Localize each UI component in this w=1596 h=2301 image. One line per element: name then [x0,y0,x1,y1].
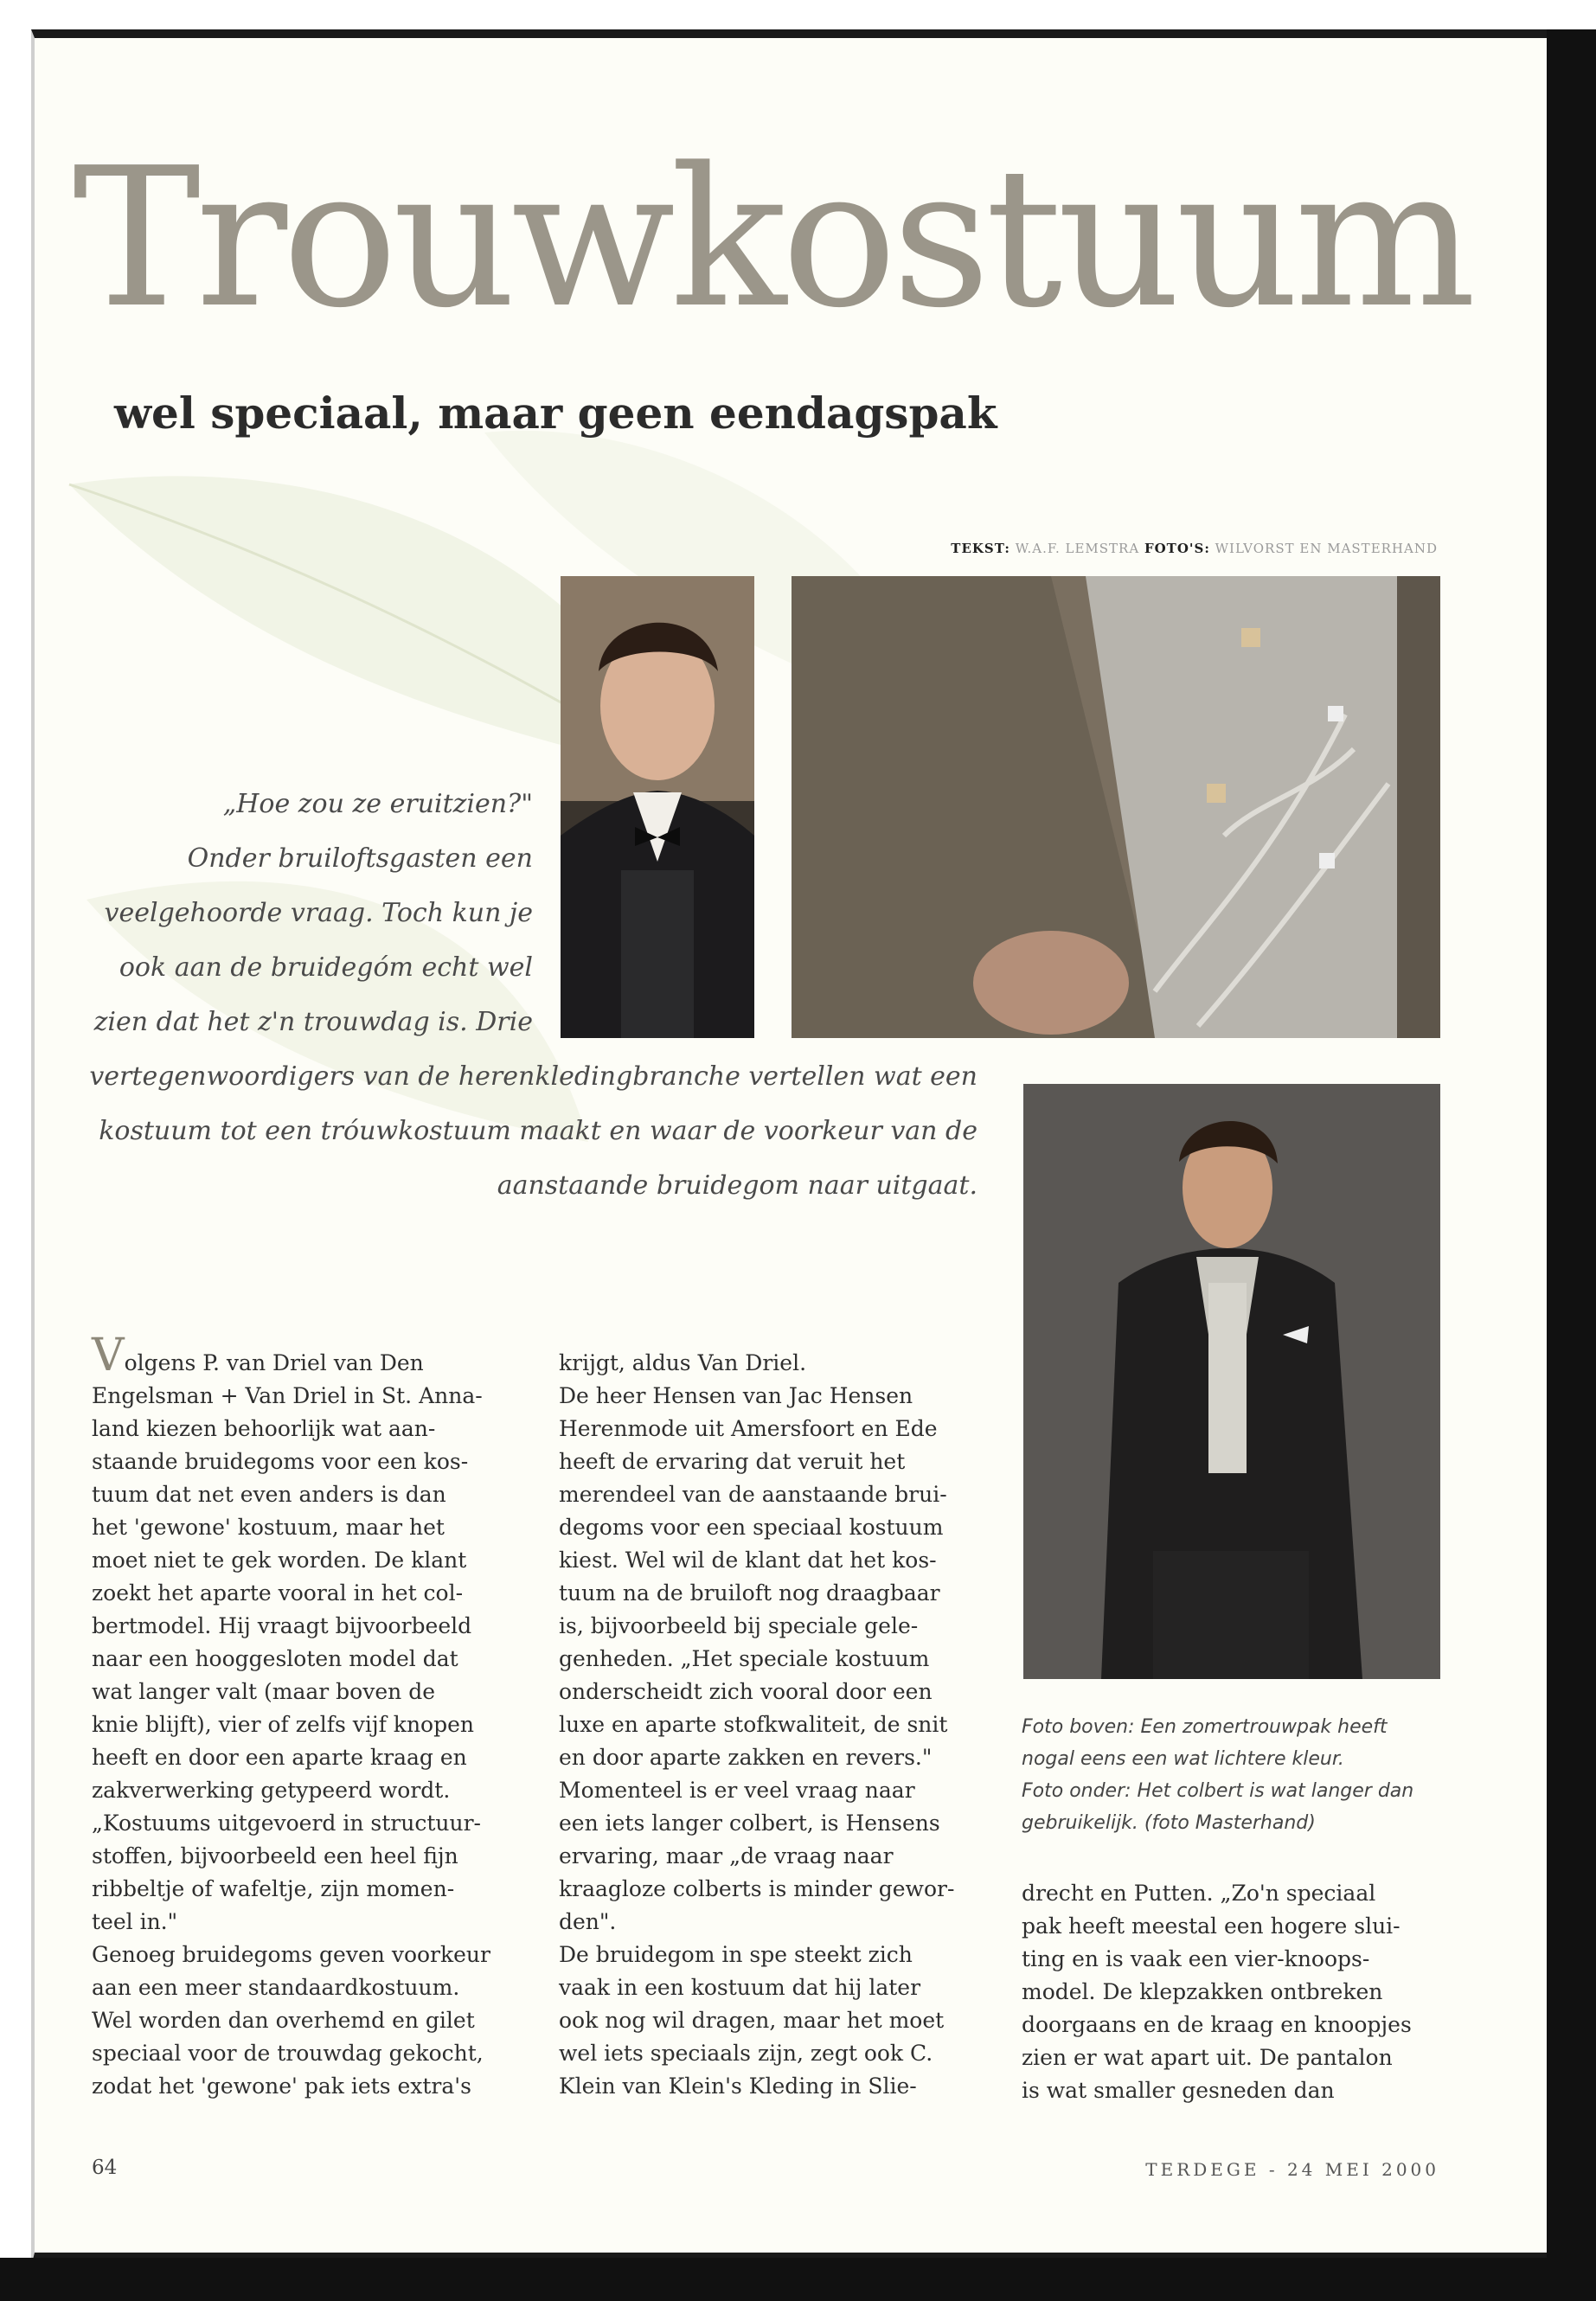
intro-standfirst [87,777,977,1213]
body-line: is, bijvoorbeeld bij speciale gele- [559,1613,919,1638]
photo-groom-long-jacket [1023,1084,1440,1679]
body-column-1 [92,1330,524,2103]
intro-line: ook aan de bruidegóm echt wel [119,952,533,983]
subheadline: wel speciaal, maar geen eendagspak [114,388,997,439]
body-line: moet niet te gek worden. De klant [92,1548,467,1573]
photo-caption [1022,1711,1445,1839]
body-line: zakverwerking getypeerd wordt. [92,1778,451,1803]
headline: Trouwkostuum [73,127,1471,350]
intro-line: kostuum tot een tróuwkostuum maakt en waar de voorkeur van de [99,1116,977,1146]
credit-photo-label: FOTO'S: [1144,541,1210,556]
body-line: heeft de ervaring dat veruit het [559,1449,906,1474]
body-line: speciaal voor de trouwdag gekocht, [92,2041,484,2066]
body-line: een iets langer colbert, is Hensens [559,1811,940,1836]
intro-line: aanstaande bruidegom naar uitgaat. [497,1170,977,1201]
body-line: zien er wat apart uit. De pantalon [1022,2045,1393,2070]
body-line: degoms voor een speciaal kostuum [559,1515,944,1540]
body-line: vaak in een kostuum dat hij later [559,1975,921,2000]
body-line: teel in." [92,1909,178,1934]
intro-line: veelgehoorde vraag. Toch kun je [104,898,533,928]
byline-credits [855,541,1438,556]
body-line: zoekt het aparte vooral in het col- [92,1580,464,1606]
body-line: De bruidegom in spe steekt zich [559,1942,913,1967]
body-line: Momenteel is er veel vraag naar [559,1778,915,1803]
body-line: wel iets speciaals zijn, zegt ook C. [559,2041,933,2066]
body-line: knie blijft), vier of zelfs vijf knopen [92,1712,475,1737]
body-line: tuum na de bruiloft nog draagbaar [559,1580,940,1606]
caption-line: Foto boven: Een zomertrouwpak heeft [1022,1716,1388,1738]
body-column-3 [1022,1877,1445,2107]
intro-line: Onder bruiloftsgasten een [187,843,533,874]
body-line: kraagloze colberts is minder gewor- [559,1876,955,1901]
credit-text-author: W.A.F. LEMSTRA [1015,541,1140,556]
body-line: „Kostuums uitgevoerd in structuur- [92,1811,481,1836]
page-number: 64 [92,2157,118,2179]
intro-line: „Hoe zou ze eruitzien?" [222,789,533,819]
body-line: het 'gewone' kostuum, maar het [92,1515,445,1540]
body-line: kiest. Wel wil de klant dat het kos- [559,1548,937,1573]
body-line: wat langer valt (maar boven de [92,1679,435,1704]
body-column-2 [559,1347,983,2103]
body-line: doorgaans en de kraag en knoopjes [1022,2012,1412,2037]
body-line-text: olgens P. van Driel van Den [124,1350,424,1375]
caption-line: gebruikelijk. (foto Masterhand) [1022,1812,1316,1834]
body-line: pak heeft meestal een hogere slui- [1022,1913,1401,1939]
body-line: De heer Hensen van Jac Hensen [559,1383,913,1408]
scan-edge-right [1547,29,1596,2301]
body-line: staande bruidegoms voor een kos- [92,1449,469,1474]
body-line: den". [559,1909,617,1934]
body-line: aan een meer standaardkostuum. [92,1975,460,2000]
body-line: ting en is vaak een vier-knoops- [1022,1946,1370,1971]
credit-text-label: TEKST: [951,541,1010,556]
body-line: merendeel van de aanstaande brui- [559,1482,947,1507]
intro-line: vertegenwoordigers van de herenkledingbranche vertellen wat een [89,1061,977,1092]
body-line [92,1330,524,1381]
scan-edge-bottom [0,2258,1596,2301]
drop-cap: V [92,1330,125,1381]
body-line: Klein van Klein's Kleding in Slie- [559,2073,917,2099]
body-line: Wel worden dan overhemd en gilet [92,2008,475,2033]
credit-photo-sources: WILVORST EN MASTERHAND [1215,541,1438,556]
body-line: en door aparte zakken en revers." [559,1745,933,1770]
body-line: tuum dat net even anders is dan [92,1482,446,1507]
caption-line: nogal eens een wat lichtere kleur. [1022,1748,1344,1770]
body-line: stoffen, bijvoorbeeld een heel fijn [92,1843,458,1868]
body-line: ook nog wil dragen, maar het moet [559,2008,945,2033]
body-line: heeft en door een aparte kraag en [92,1745,467,1770]
body-line: luxe en aparte stofkwaliteit, de snit [559,1712,948,1737]
body-line: naar een hooggesloten model dat [92,1646,458,1671]
caption-line: Foto onder: Het colbert is wat langer dan [1022,1780,1414,1802]
body-line: ervaring, maar „de vraag naar [559,1843,894,1868]
body-line: model. De klepzakken ontbreken [1022,1979,1383,2004]
body-line: is wat smaller gesneden dan [1022,2078,1335,2103]
body-line: land kiezen behoorlijk wat aan- [92,1416,436,1441]
body-line: krijgt, aldus Van Driel. [559,1350,807,1375]
body-line: genheden. „Het speciale kostuum [559,1646,930,1671]
publication-footer: TERDEGE - 24 MEI 2000 [1145,2159,1439,2180]
body-line: ribbeltje of wafeltje, zijn momen- [92,1876,455,1901]
body-line: onderscheidt zich vooral door een [559,1679,933,1704]
body-line: bertmodel. Hij vraagt bijvoorbeeld [92,1613,472,1638]
body-line: Genoeg bruidegoms geven voorkeur [92,1942,490,1967]
body-line: Herenmode uit Amersfoort en Ede [559,1416,938,1441]
body-line: zodat het 'gewone' pak iets extra's [92,2073,471,2099]
intro-line: zien dat het z'n trouwdag is. Drie [93,1007,533,1037]
body-line: drecht en Putten. „Zo'n speciaal [1022,1881,1376,1906]
body-line: Engelsman + Van Driel in St. Anna- [92,1383,483,1408]
